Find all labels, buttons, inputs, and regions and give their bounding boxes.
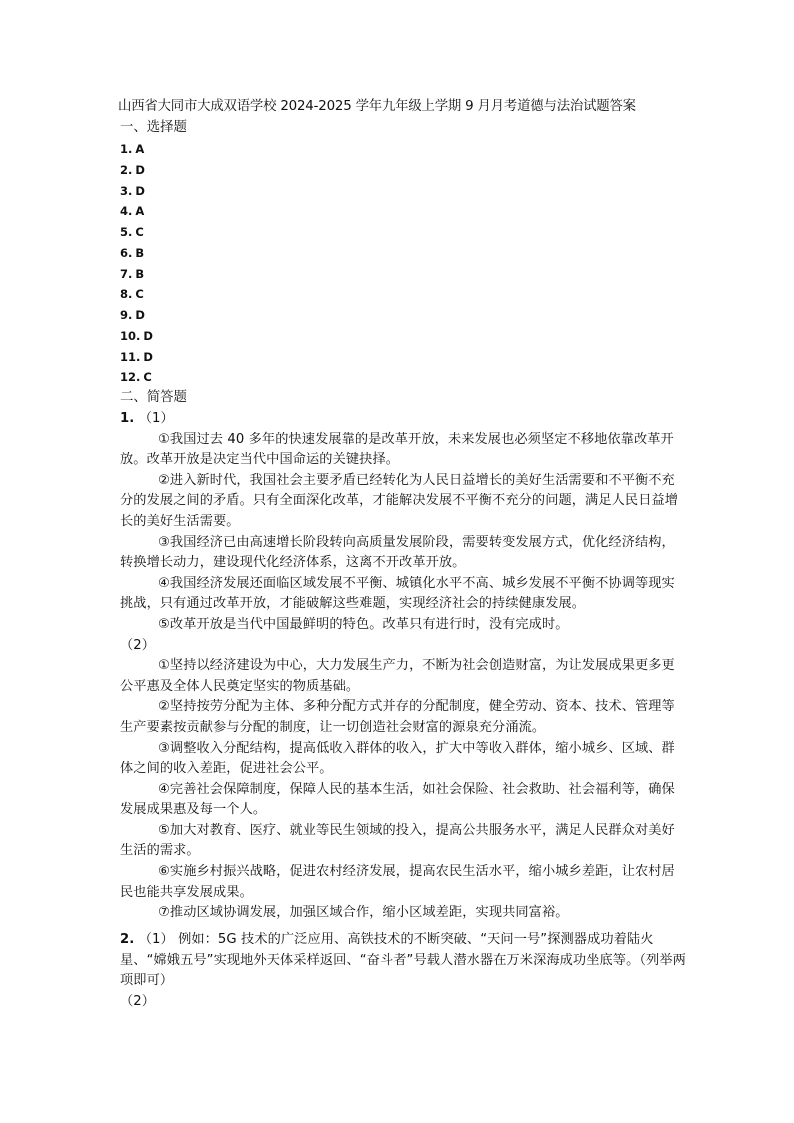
answer-paragraph: ③调整收入分配结构，提高低收入群体的收入，扩大中等收入群体，缩小城乡、区域、群体之间的收入差距，促进社会公平。	[120, 740, 675, 777]
mc-answer-letter: C	[135, 225, 144, 239]
mc-question-number: 4.	[120, 204, 133, 219]
mc-question-number: 12.	[120, 370, 141, 385]
part-label: （1）	[138, 411, 174, 426]
question-1-heading	[120, 409, 680, 430]
mc-answer-item	[120, 201, 153, 222]
answer-paragraph: ①坚持以经济建设为中心，大力发展生产力，不断为社会创造财富，为让发展成果更多更公平惠及全体人民奠定坚实的物质基础。	[120, 658, 675, 694]
mc-question-number: 7.	[120, 266, 133, 281]
mc-answer-letter: A	[135, 204, 145, 219]
mc-question-number: 2.	[120, 162, 133, 177]
mc-answer-letter: D	[135, 308, 145, 322]
answer-paragraph: ⑥实施乡村振兴战略，促进农村经济发展，提高农民生活水平，缩小城乡差距，让农村居民也能共享发展成果。	[120, 864, 675, 900]
question-2-block	[120, 930, 692, 1012]
question-2-part1	[120, 930, 692, 992]
mc-answer-letter: D	[135, 183, 145, 198]
document-title: 山西省大同市大成双语学校 2024-2025 学年九年级上学期 9 月月考道德与法治试题答案	[118, 99, 636, 114]
question-number: 2.	[120, 932, 135, 947]
mc-question-number: 3.	[120, 183, 133, 198]
answer-paragraph: ⑤改革开放是当代中国最鲜明的特色。改革只有进行时，没有完成时。	[158, 616, 569, 632]
part-label: （2）	[120, 637, 156, 653]
part-label: （1）	[138, 932, 174, 947]
answer-text: 例如：5G 技术的广泛应用、高铁技术的不断突破、“天问一号”探测器成功着陆火星、“嫦娥五号”实现地外天体采样返回、“奋斗者”号载人潜水器在万米深海成功坐底等。（列举两项即可）	[120, 932, 686, 989]
answer-paragraph: ⑦推动区域协调发展，加强区域合作，缩小区域差距，实现共同富裕。	[158, 905, 569, 921]
multiple-choice-answer-list	[120, 139, 153, 388]
mc-answer-item	[120, 160, 153, 181]
mc-answer-item	[120, 284, 153, 305]
mc-answer-item	[120, 222, 153, 243]
mc-answer-item	[120, 326, 153, 347]
mc-answer-item	[120, 264, 153, 285]
question-1-block	[120, 409, 680, 924]
mc-answer-letter: B	[135, 245, 145, 260]
mc-answer-item	[120, 139, 153, 160]
mc-answer-item	[120, 367, 153, 388]
part-label: （2）	[120, 993, 156, 1009]
question-number: 1.	[120, 411, 135, 426]
answer-paragraph: ①我国过去 40 多年的快速发展靠的是改革开放，未来发展也必须坚定不移地依靠改革开放。改革开放是决定当代中国命运的关键抉择。	[120, 431, 674, 468]
mc-answer-letter: C	[135, 287, 144, 302]
mc-question-number: 9.	[120, 308, 133, 322]
answer-paragraph: ②坚持按劳分配为主体、多种分配方式并存的分配制度，健全劳动、资本、技术、管理等生产要素按贡献参与分配的制度，让一切创造社会财富的源泉充分涌流。	[120, 699, 675, 735]
mc-answer-letter: D	[143, 328, 153, 343]
mc-answer-letter: D	[143, 349, 153, 364]
section-heading-short-answer: 二、简答题	[120, 390, 187, 405]
mc-question-number: 5.	[120, 225, 133, 239]
mc-question-number: 1.	[120, 142, 133, 156]
mc-answer-letter: C	[143, 370, 152, 385]
mc-answer-item	[120, 347, 153, 368]
mc-answer-letter: D	[135, 162, 145, 177]
answer-paragraph: ④完善社会保障制度，保障人民的基本生活，如社会保险、社会救助、社会福利等，确保发展成果惠及每一个人。	[120, 781, 675, 818]
mc-answer-letter: B	[135, 266, 145, 281]
mc-answer-item	[120, 181, 153, 202]
mc-question-number: 10.	[120, 328, 141, 343]
section-heading-multiple-choice: 一、选择题	[120, 120, 187, 135]
answer-paragraph: ③我国经济已由高速增长阶段转向高质量发展阶段，需要转变发展方式，优化经济结构，转换增长动力，建设现代化经济体系，这离不开改革开放。	[120, 534, 675, 571]
mc-question-number: 6.	[120, 245, 133, 260]
answer-paragraph: ②进入新时代，我国社会主要矛盾已经转化为人民日益增长的美好生活需要和不平衡不充分的发展之间的矛盾。只有全面深化改革，才能解决发展不平衡不充分的问题，满足人民日益增长的美好生活需要。	[120, 472, 679, 529]
mc-answer-item	[120, 305, 153, 326]
mc-answer-item	[120, 243, 153, 264]
mc-answer-letter: A	[135, 142, 145, 156]
answer-paragraph: ⑤加大对教育、医疗、就业等民生领域的投入，提高公共服务水平，满足人民群众对美好生活的需求。	[120, 822, 675, 859]
mc-question-number: 11.	[120, 349, 141, 364]
answer-paragraph: ④我国经济发展还面临区域发展不平衡、城镇化水平不高、城乡发展不平衡不协调等现实挑战，只有通过改革开放，才能破解这些难题，实现经济社会的持续健康发展。	[120, 575, 675, 612]
mc-question-number: 8.	[120, 287, 133, 302]
